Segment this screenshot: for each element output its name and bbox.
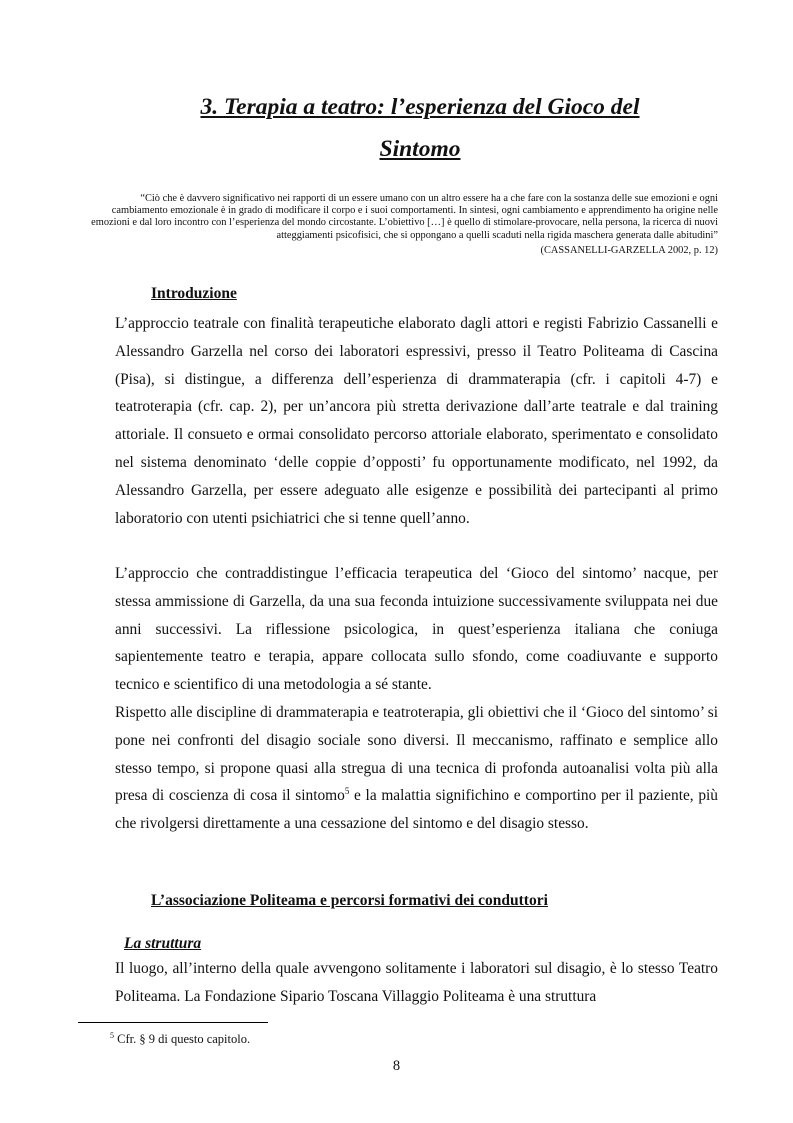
- footnote: [110, 1031, 250, 1047]
- paragraph-intro-3-part-b: e la malattia significhino e comportino per il paziente, più che rivolgersi direttamente a una cessazione del sintomo e del disagio stesso.: [115, 787, 718, 833]
- footnote-number: 5: [110, 1031, 114, 1040]
- section-heading-associazione: L’associazione Politeama e percorsi formativi dei conduttori: [151, 892, 548, 909]
- epigraph-quote: “Ciò che è davvero significativo nei rapporti di un essere umano con un altro essere ha a che fare con la sostanza delle sue emozioni e ogni cambiamento emozionale è in grado di modificare il corpo e i suoi comportamenti. In sintesi, ogni cambiamento e apprendimento ha origine nelle emozioni e dal loro incontro con l’esperienza del mondo circostante. L’obiettivo […] è quello di stimolare-provocare, nella persona, la ricerca di nuovi atteggiamenti psicofisici, che si oppongano a quelli scaduti nella rigida maschera generata dalle abitudini”: [91, 193, 718, 241]
- page-number: 8: [392, 1058, 401, 1074]
- footnote-divider: [78, 1022, 268, 1023]
- paragraph-intro-1: L’approccio teatrale con finalità terapeutiche elaborato dagli attori e registi Fabrizio Cassanelli e Alessandro Garzella nel corso dei laboratori espressivi, presso il Teatro Politeama di Cascina (Pisa), si distingue, a differenza dell’esperienza di drammaterapia (cfr. i capitoli 4-7) e teatroterapia (cfr. cap. 2), per un’ancora più stretta derivazione dall’arte teatrale e dal training attoriale. Il consueto e ormai consolidato percorso attoriale elaborato, sperimentato e consolidato nel sistema denominato ‘delle coppie d’opposti’ fu opportunamente modificato, nel 1992, da Alessandro Garzella, per essere adeguato alle esigenze e possibilità dei partecipanti al primo laboratorio con utenti psichiatrici che si tenne quell’anno.: [115, 315, 718, 527]
- chapter-title-line-1: 3. Terapia a teatro: l’esperienza del Gioco del: [200, 94, 640, 120]
- chapter-title-line-2: Sintomo: [379, 136, 461, 162]
- footnote-ref-5[interactable]: 5: [344, 786, 350, 797]
- paragraph-intro-2: L’approccio che contraddistingue l’efficacia terapeutica del ‘Gioco del sintomo’ nacque, per stessa ammissione di Garzella, da una sua feconda intuizione successivamente sviluppata nei due anni successivi. La riflessione psicologica, in quest’esperienza italiana che coniuga sapientemente teatro e terapia, appare collocata sullo sfondo, come coadiuvante e supporto tecnico e scientifico di una metodologia a sé stante.: [115, 565, 718, 694]
- footnote-text: Cfr. § 9 di questo capitolo.: [114, 1032, 251, 1047]
- paragraph-intro-3-part-a: Rispetto alle discipline di drammaterapia e teatroterapia, gli obiettivi che il ‘Gioco del sintomo’ si pone nei confronti del disagio sociale sono diversi. Il meccanismo, raffinato e semplice allo stesso tempo, si propone quasi alla stregua di una tecnica di profonda autoanalisi volta più alla presa di coscienza di cosa il sintomo: [115, 704, 718, 805]
- paragraph-intro-3: [115, 699, 718, 838]
- paragraph-struttura-1: Il luogo, all’interno della quale avvengono solitamente i laboratori sul disagio, è lo stesso Teatro Politeama. La Fondazione Sipario Toscana Villaggio Politeama è una struttura: [115, 960, 718, 1005]
- section-heading-struttura: La struttura: [124, 935, 202, 952]
- epigraph-citation: (CASSANELLI-GARZELLA 2002, p. 12): [540, 245, 718, 256]
- section-heading-introduzione: Introduzione: [151, 285, 237, 302]
